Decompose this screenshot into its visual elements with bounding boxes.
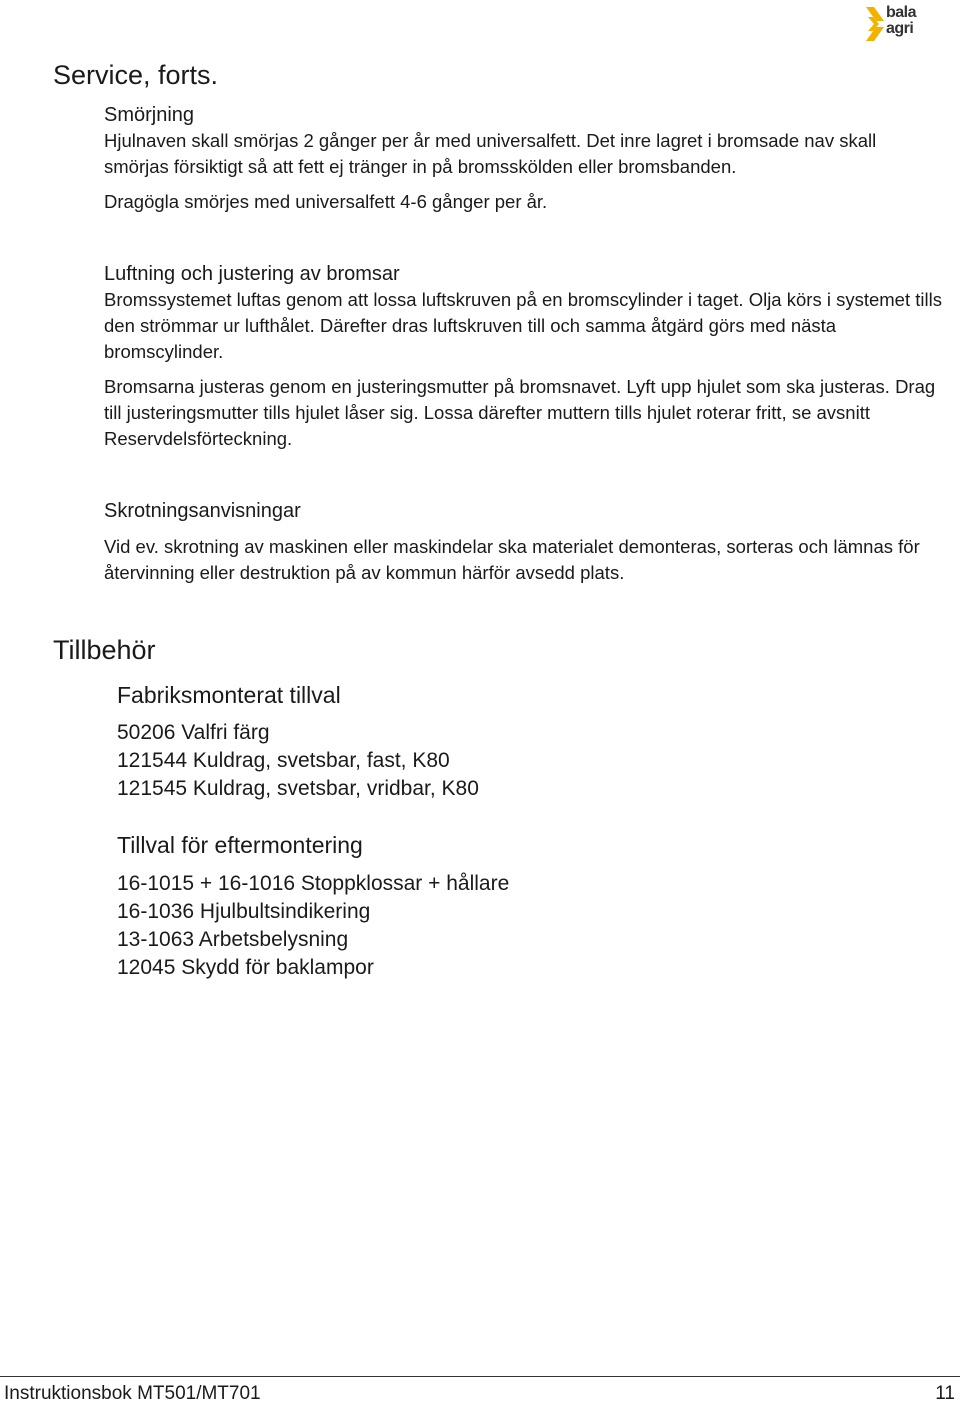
- retrofit-option-item: 16-1015 + 16-1016 Stoppklossar + hållare: [117, 872, 510, 895]
- footer-manual-title: Instruktionsbok MT501/MT701: [4, 1383, 261, 1404]
- retrofit-option-item: 16-1036 Hjulbultsindikering: [117, 900, 371, 923]
- logo-line-1: bala: [886, 4, 917, 21]
- lubrication-text: Hjulnaven skall smörjas 2 gånger per år med universalfett. Det inre lagret i bromsade nav skall smörjas försiktigt så att fett ej tränger in på bromsskölden eller bromsbanden.: [104, 130, 877, 177]
- brakes-heading: Luftning och justering av bromsar: [104, 263, 400, 285]
- bala-agri-emblem-icon: [864, 5, 888, 43]
- factory-option-item: 121545 Kuldrag, svetsbar, vridbar, K80: [117, 777, 479, 800]
- lubrication-text-2: Dragögla smörjes med universalfett 4-6 gånger per år.: [104, 191, 548, 212]
- accessories-title: Tillbehör: [53, 635, 156, 665]
- service-title: Service, forts.: [53, 60, 219, 90]
- page-number: 11: [935, 1383, 955, 1404]
- scrapping-text: Vid ev. skrotning av maskinen eller maskindelar ska materialet demonteras, sorteras och lämnas för återvinning eller destruktion på av kommun härför avsedd plats.: [104, 536, 920, 583]
- factory-options-heading: Fabriksmonterat tillval: [117, 682, 341, 708]
- retrofit-options-heading: Tillval för eftermontering: [117, 832, 363, 858]
- scrapping-heading: Skrotningsanvisningar: [104, 500, 301, 522]
- footer-divider: [0, 1376, 960, 1377]
- retrofit-option-item: 13-1063 Arbetsbelysning: [117, 928, 349, 951]
- brakes-text-2: Bromsarna justeras genom en justeringsmutter på bromsnavet. Lyft upp hjulet som ska justeras. Drag till justeringsmutter tills hjulet låser sig. Lossa därefter muttern tills hjulet roterar fritt, se avsnitt Reservdelsförteckning.: [104, 376, 936, 449]
- logo-wordmark: [886, 5, 916, 37]
- logo-line-2: agri: [886, 20, 914, 37]
- retrofit-option-item: 12045 Skydd för baklampor: [117, 956, 374, 979]
- brakes-text: Bromssystemet luftas genom att lossa luftskruven på en bromscylinder i taget. Olja körs i systemet tills den strömmar ur lufthålet. Därefter dras luftskruven till och samma åtgärd görs med nästa bromscylinder.: [104, 289, 942, 362]
- factory-option-item: 121544 Kuldrag, svetsbar, fast, K80: [117, 749, 450, 772]
- factory-option-item: 50206 Valfri färg: [117, 721, 270, 744]
- lubrication-heading: Smörjning: [104, 104, 195, 126]
- bala-agri-logo: [864, 5, 934, 43]
